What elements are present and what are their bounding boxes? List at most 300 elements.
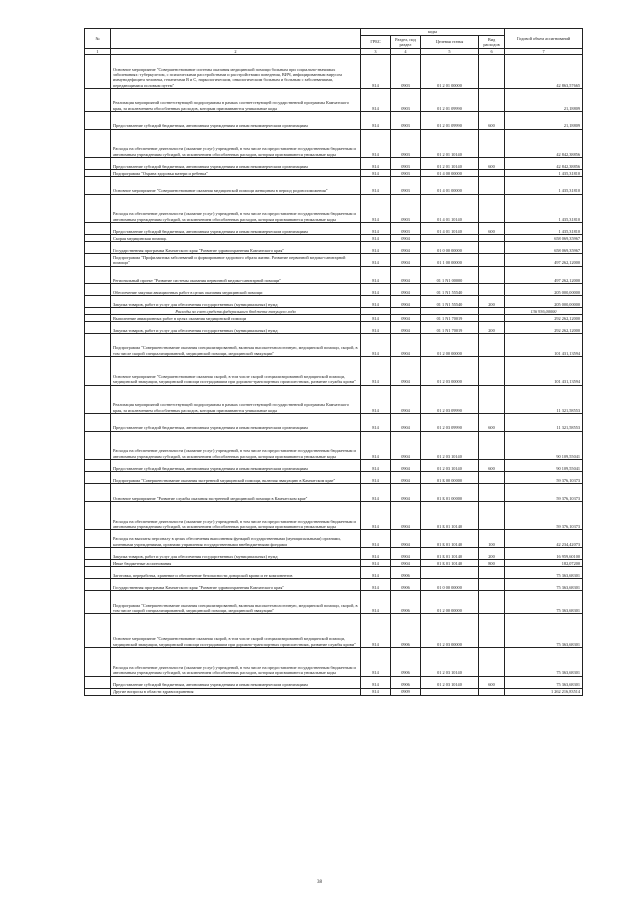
row-number-cell	[85, 460, 111, 472]
header-codes-group: коды	[361, 29, 505, 36]
row-number-cell	[85, 158, 111, 170]
table-row	[85, 547, 583, 559]
row-section-cell: 0903	[391, 170, 421, 177]
row-target-cell: 01 0 00 00000	[421, 242, 479, 254]
row-grbs-cell: 814	[361, 547, 391, 559]
table-row	[85, 688, 583, 695]
table-row	[85, 55, 583, 89]
row-name-cell: Закупка товаров, работ и услуг для обеспечения государственных (муниципальных) нужд	[111, 296, 361, 308]
row-name-cell: Другие вопросы в области здравоохранения	[111, 688, 361, 695]
row-name-cell: Предоставление субсидий бюджетным, автономным учреждениям и иным некоммерческим организациям	[111, 158, 361, 170]
row-amount-cell: 42 863,57665	[505, 55, 583, 89]
row-target-cell: 01 2 03 10140	[421, 648, 479, 676]
row-expense-type-cell: 600	[479, 460, 505, 472]
row-amount-cell: 11 321,58553	[505, 414, 583, 432]
row-section-cell: 0904	[391, 254, 421, 266]
row-expense-type-cell: 200	[479, 296, 505, 308]
table-row	[85, 158, 583, 170]
row-grbs-cell: 814	[361, 177, 391, 195]
row-section-cell: 0904	[391, 357, 421, 385]
row-amount-cell: 11 321,58553	[505, 385, 583, 413]
header-number: №	[85, 29, 111, 49]
table-row	[85, 129, 583, 157]
row-section-cell: 0906	[391, 566, 421, 578]
row-expense-type-cell	[479, 315, 505, 322]
row-target-cell: 01 2 00 00000	[421, 334, 479, 357]
row-expense-type-cell	[479, 129, 505, 157]
row-expense-type-cell: 600	[479, 414, 505, 432]
row-target-cell: 01 Б 01 10140	[421, 547, 479, 559]
row-target-cell: 01 2 03 10140	[421, 460, 479, 472]
row-expense-type-cell: 800	[479, 560, 505, 567]
row-number-cell	[85, 322, 111, 334]
row-section-cell: 0903	[391, 89, 421, 112]
table-row	[85, 170, 583, 177]
table-row	[85, 254, 583, 266]
row-amount-cell: 205 000,00000	[505, 296, 583, 308]
row-grbs-cell: 814	[361, 315, 391, 322]
row-grbs-cell: 814	[361, 322, 391, 334]
row-name-cell: Подпрограмма "Совершенствование оказания специализированной, включая высокотехнологичную, медицинской помощи, скорой, в том числе скорой специализированной, медицинской помощи, медицинской эвакуации"	[111, 591, 361, 614]
row-number-cell	[85, 530, 111, 548]
row-grbs-cell: 814	[361, 530, 391, 548]
table-row	[85, 89, 583, 112]
table-row	[85, 334, 583, 357]
row-amount-cell: 42 842,38856	[505, 158, 583, 170]
row-amount-cell: 59 376,10373	[505, 502, 583, 530]
table-row	[85, 177, 583, 195]
row-number-cell	[85, 223, 111, 235]
row-target-cell: 01 2 03 00000	[421, 614, 479, 648]
row-name-cell: Обеспечение закупки авиационных работ в целях оказания медицинской помощи	[111, 284, 361, 296]
row-target-cell: 01 Б 01 10140	[421, 502, 479, 530]
table-row	[85, 242, 583, 254]
table-row	[85, 315, 583, 322]
row-name-cell: Предоставление субсидий бюджетным, автономным учреждениям и иным некоммерческим организациям	[111, 223, 361, 235]
row-number-cell	[85, 129, 111, 157]
row-grbs-cell: 814	[361, 648, 391, 676]
row-grbs-cell: 814	[361, 688, 391, 695]
row-name-cell: Расходы на обеспечение деятельности (оказание услуг) учреждений, в том числе на предоставление государственным бюджетным и автономным учреждениям субсидий, за исключением обособленных расходов, которым присваиваются уникальные коды	[111, 502, 361, 530]
row-number-cell	[85, 334, 111, 357]
page-number: 38	[317, 880, 322, 885]
row-number-cell	[85, 315, 111, 322]
row-expense-type-cell	[479, 254, 505, 266]
header-row-codes	[85, 29, 583, 36]
row-number-cell	[85, 194, 111, 222]
row-amount-cell: 59 376,10373	[505, 484, 583, 502]
table-row	[85, 460, 583, 472]
row-expense-type-cell: 600	[479, 676, 505, 688]
row-expense-type-cell	[479, 266, 505, 284]
row-grbs-cell: 814	[361, 472, 391, 484]
row-section-cell: 0904	[391, 502, 421, 530]
row-grbs-cell: 814	[361, 235, 391, 242]
row-amount-cell: 75 363,68301	[505, 648, 583, 676]
table-row	[85, 591, 583, 614]
table-body	[85, 55, 583, 695]
header-name	[111, 29, 361, 49]
row-name-cell: Закупка товаров, работ и услуг для обеспечения государственных (муниципальных) нужд	[111, 547, 361, 559]
row-section-cell: 0904	[391, 296, 421, 308]
row-expense-type-cell	[479, 170, 505, 177]
table-row	[85, 414, 583, 432]
table-row	[85, 502, 583, 530]
row-expense-type-cell: 600	[479, 158, 505, 170]
row-expense-type-cell: 200	[479, 547, 505, 559]
header-amount: Годовой объем ассигнований	[505, 29, 583, 49]
row-section-cell: 0904	[391, 547, 421, 559]
row-target-cell: 01 2 01 00000	[421, 55, 479, 89]
row-section-cell: 0904	[391, 242, 421, 254]
row-expense-type-cell	[479, 357, 505, 385]
row-section-cell: 0904	[391, 322, 421, 334]
row-number-cell	[85, 688, 111, 695]
row-name-cell: Основное мероприятие "Развитие службы оказания экстренной медицинской помощи в Камчатском крае"	[111, 484, 361, 502]
row-grbs-cell	[361, 308, 391, 315]
row-expense-type-cell	[479, 194, 505, 222]
row-number-cell	[85, 235, 111, 242]
row-target-cell	[421, 235, 479, 242]
row-name-cell: Расходы на обеспечение деятельности (оказание услуг) учреждений, в том числе на предоставление государственным бюджетным и автономным учреждениям субсидий, за исключением обособленных расходов, которым присваиваются уникальные коды	[111, 129, 361, 157]
row-target-cell: 01 2 01 09990	[421, 112, 479, 130]
row-amount-cell: 658 069,35967	[505, 235, 583, 242]
row-number-cell	[85, 472, 111, 484]
row-section-cell: 0904	[391, 460, 421, 472]
row-section-cell: 0904	[391, 414, 421, 432]
row-expense-type-cell	[479, 308, 505, 315]
row-expense-type-cell	[479, 688, 505, 695]
row-name-cell: Расходы на выплаты персоналу в целях обеспечения выполнения функций государственными (муниципальными) органами, казенными учреждениями, органами управления государственными внебюджетными фондами	[111, 530, 361, 548]
row-grbs-cell: 814	[361, 296, 391, 308]
row-target-cell: 01 Б 00 00000	[421, 472, 479, 484]
table-row	[85, 296, 583, 308]
row-grbs-cell: 814	[361, 566, 391, 578]
table-row	[85, 235, 583, 242]
table-row	[85, 676, 583, 688]
row-name-cell: Закупка товаров, работ и услуг для обеспечения государственных (муниципальных) нужд	[111, 322, 361, 334]
row-section-cell: 0906	[391, 579, 421, 591]
row-grbs-cell: 814	[361, 194, 391, 222]
row-grbs-cell: 814	[361, 158, 391, 170]
row-amount-cell: 1 262 216,83514	[505, 688, 583, 695]
table-row	[85, 266, 583, 284]
row-name-cell: Расходы за счет средств федерального бюджета текущего года	[111, 308, 361, 315]
row-target-cell: 01 1 00 00000	[421, 254, 479, 266]
row-grbs-cell: 814	[361, 89, 391, 112]
row-name-cell: Реализация мероприятий соответствующей подпрограммы в рамках соответствующей государственной программы Камчатского края, за исключением обособленных расходов, которым присваиваются уникальные коды	[111, 89, 361, 112]
row-number-cell	[85, 547, 111, 559]
row-grbs-cell: 814	[361, 266, 391, 284]
table-row	[85, 385, 583, 413]
row-amount-cell: 1 435,31810	[505, 194, 583, 222]
row-section-cell: 0904	[391, 235, 421, 242]
row-amount-cell: 1 435,31810	[505, 177, 583, 195]
row-section-cell: 0903	[391, 194, 421, 222]
row-name-cell: Скорая медицинская помощь	[111, 235, 361, 242]
row-expense-type-cell	[479, 648, 505, 676]
header-index-cell: 7	[505, 49, 583, 55]
row-name-cell: Заготовка, переработка, хранение и обеспечение безопасности донорской крови и ее компонентов	[111, 566, 361, 578]
row-grbs-cell: 814	[361, 560, 391, 567]
row-name-cell: Основное мероприятие "Совершенствование системы оказания медицинской помощи больным при социально-значимых заболеваниях: туберкулезом, с психическими расстройствами и расстройствами поведения, ВИЧ, инфицированным вирусом иммунодефицита человека, гепатитами В и С, наркологическим, онкологическим больным и больным с заболеваниями, передающимися половым путем"	[111, 55, 361, 89]
row-section-cell: 0906	[391, 676, 421, 688]
table-row	[85, 472, 583, 484]
table-row	[85, 308, 583, 315]
row-target-cell: 01 Б 01 00000	[421, 484, 479, 502]
row-name-cell: Расходы на обеспечение деятельности (оказание услуг) учреждений, в том числе на предоставление государственным бюджетным и автономным учреждениям субсидий, за исключением обособленных расходов, которым присваиваются уникальные коды	[111, 431, 361, 459]
row-amount-cell: 1 435,31810	[505, 170, 583, 177]
row-grbs-cell: 814	[361, 614, 391, 648]
row-section-cell: 0909	[391, 688, 421, 695]
row-section-cell: 0903	[391, 158, 421, 170]
row-target-cell: 01 2 01 09990	[421, 89, 479, 112]
row-number-cell	[85, 357, 111, 385]
row-target-cell: 01 0 00 00000	[421, 579, 479, 591]
row-section-cell: 0903	[391, 112, 421, 130]
row-amount-cell: 42 234,42073	[505, 530, 583, 548]
row-section-cell: 0904	[391, 530, 421, 548]
row-number-cell	[85, 385, 111, 413]
row-amount-cell: 75 363,68301	[505, 566, 583, 578]
row-target-cell: 01 4 00 00000	[421, 170, 479, 177]
row-grbs-cell: 814	[361, 284, 391, 296]
header-index-cell: 6	[479, 49, 505, 55]
row-section-cell: 0904	[391, 315, 421, 322]
row-amount-cell: 497 262,12000	[505, 266, 583, 284]
row-name-cell: Основное мероприятие "Совершенствование оказания скорой, в том числе скорой специализированной медицинской помощи, медицинской эвакуации, медицинской помощи пострадавшим при дорожно-транспортных происшествиях, развитие службы крови"	[111, 357, 361, 385]
row-target-cell: 01 2 03 09990	[421, 385, 479, 413]
row-amount-cell: 21,18809	[505, 89, 583, 112]
row-expense-type-cell	[479, 431, 505, 459]
row-number-cell	[85, 676, 111, 688]
row-name-cell: Основное мероприятие "Совершенствование оказания скорой, в том числе скорой специализированной медицинской помощи, медицинской эвакуации, медицинской помощи пострадавшим при дорожно-транспортных происшествиях, развитие службы крови"	[111, 614, 361, 648]
row-name-cell: Подпрограмма "Профилактика заболеваний и формирование здорового образа жизни. Развитие первичной медико-санитарной помощи"	[111, 254, 361, 266]
row-target-cell: 01 1 N1 00000	[421, 266, 479, 284]
row-number-cell	[85, 242, 111, 254]
row-expense-type-cell	[479, 579, 505, 591]
row-name-cell: Подпрограмма "Совершенствование оказания экстренной медицинской помощи, включая эвакуацию в Камчатском крае"	[111, 472, 361, 484]
row-grbs-cell: 814	[361, 502, 391, 530]
row-number-cell	[85, 177, 111, 195]
row-grbs-cell: 814	[361, 460, 391, 472]
row-amount-cell: 75 363,68301	[505, 614, 583, 648]
row-amount-cell: 75 363,68301	[505, 579, 583, 591]
row-target-cell	[421, 566, 479, 578]
row-number-cell	[85, 614, 111, 648]
row-number-cell	[85, 55, 111, 89]
row-name-cell: Государственная программа Камчатского края "Развитие здравоохранения Камчатского края"	[111, 579, 361, 591]
table-row	[85, 648, 583, 676]
row-number-cell	[85, 266, 111, 284]
row-name-cell: Предоставление субсидий бюджетным, автономным учреждениям и иным некоммерческим организациям	[111, 460, 361, 472]
row-number-cell	[85, 284, 111, 296]
row-name-cell: Региональный проект "Развитие системы оказания первичной медико-санитарной помощи"	[111, 266, 361, 284]
header-section: Раздел, под раздел	[391, 36, 421, 49]
row-amount-cell: 1 435,31810	[505, 223, 583, 235]
row-grbs-cell: 814	[361, 591, 391, 614]
row-number-cell	[85, 484, 111, 502]
row-amount-cell: 90 109,55041	[505, 431, 583, 459]
row-amount-cell: 75 363,68301	[505, 591, 583, 614]
row-amount-cell: 42 842,38856	[505, 129, 583, 157]
row-expense-type-cell	[479, 484, 505, 502]
row-target-cell: 01 4 01 00000	[421, 177, 479, 195]
row-target-cell: 01 2 01 10140	[421, 158, 479, 170]
row-section-cell: 0903	[391, 129, 421, 157]
header-index-cell: 5	[421, 49, 479, 55]
row-number-cell	[85, 296, 111, 308]
row-name-cell: Расходы на обеспечение деятельности (оказание услуг) учреждений, в том числе на предоставление государственным бюджетным и автономным учреждениям субсидий, за исключением обособленных расходов, которым присваиваются уникальные коды	[111, 194, 361, 222]
row-amount-cell: 182,07200	[505, 560, 583, 567]
row-grbs-cell: 814	[361, 129, 391, 157]
row-name-cell: Подпрограмма "Совершенствование оказания специализированной, включая высокотехнологичную, медицинской помощи, скорой, в том числе скорой специализированной, медицинской помощи, медицинской эвакуации"	[111, 334, 361, 357]
row-expense-type-cell: 200	[479, 322, 505, 334]
header-index-cell: 2	[111, 49, 361, 55]
row-name-cell: Подпрограмма "Охрана здоровья матери и ребенка"	[111, 170, 361, 177]
row-section-cell: 0903	[391, 177, 421, 195]
row-expense-type-cell	[479, 566, 505, 578]
row-section-cell: 0904	[391, 472, 421, 484]
row-number-cell	[85, 591, 111, 614]
table-row	[85, 530, 583, 548]
row-number-cell	[85, 648, 111, 676]
row-expense-type-cell	[479, 502, 505, 530]
row-grbs-cell: 814	[361, 254, 391, 266]
row-target-cell: 01 2 03 00000	[421, 357, 479, 385]
row-grbs-cell: 814	[361, 334, 391, 357]
row-expense-type-cell	[479, 89, 505, 112]
table-row	[85, 484, 583, 502]
row-target-cell: 01 2 01 10140	[421, 129, 479, 157]
row-name-cell: Выполнение авиационных работ в целях оказания медицинской помощи	[111, 315, 361, 322]
table-row	[85, 223, 583, 235]
row-expense-type-cell: 100	[479, 530, 505, 548]
row-number-cell	[85, 502, 111, 530]
row-amount-cell: 292 262,12000	[505, 322, 583, 334]
row-amount-cell: 101 431,13594	[505, 357, 583, 385]
row-target-cell: 01 4 01 10140	[421, 194, 479, 222]
table-row	[85, 322, 583, 334]
row-target-cell: 01 2 03 10140	[421, 676, 479, 688]
row-target-cell: 01 2 03 09990	[421, 414, 479, 432]
row-name-cell: Иные бюджетные ассигнования	[111, 560, 361, 567]
table-row	[85, 614, 583, 648]
row-grbs-cell: 814	[361, 484, 391, 502]
row-number-cell	[85, 89, 111, 112]
row-section-cell: 0904	[391, 334, 421, 357]
row-expense-type-cell	[479, 614, 505, 648]
table-row	[85, 112, 583, 130]
row-grbs-cell: 814	[361, 223, 391, 235]
row-number-cell	[85, 579, 111, 591]
row-expense-type-cell	[479, 55, 505, 89]
row-target-cell: 01 2 03 10140	[421, 431, 479, 459]
row-name-cell: Предоставление субсидий бюджетным, автономным учреждениям и иным некоммерческим организациям	[111, 414, 361, 432]
row-number-cell	[85, 170, 111, 177]
row-section-cell	[391, 308, 421, 315]
row-grbs-cell: 814	[361, 357, 391, 385]
row-target-cell: 01 1 N1 70019	[421, 322, 479, 334]
row-section-cell: 0906	[391, 591, 421, 614]
row-number-cell	[85, 414, 111, 432]
row-name-cell: Предоставление субсидий бюджетным, автономным учреждениям и иным некоммерческим организациям	[111, 676, 361, 688]
table-row	[85, 194, 583, 222]
row-number-cell	[85, 112, 111, 130]
row-target-cell	[421, 688, 479, 695]
row-amount-cell: 21,18809	[505, 112, 583, 130]
row-name-cell: Основное мероприятие "Совершенствование оказания медицинской помощи женщинам в период родовспоможения"	[111, 177, 361, 195]
row-section-cell: 0904	[391, 385, 421, 413]
row-grbs-cell: 814	[361, 579, 391, 591]
budget-table-page	[84, 28, 582, 696]
row-section-cell: 0904	[391, 431, 421, 459]
row-section-cell: 0906	[391, 614, 421, 648]
row-grbs-cell: 814	[361, 170, 391, 177]
row-name-cell: Расходы на обеспечение деятельности (оказание услуг) учреждений, в том числе на предоставление государственным бюджетным и автономным учреждениям субсидий, за исключением обособленных расходов, которым присваиваются уникальные коды	[111, 648, 361, 676]
header-index-cell: 3	[361, 49, 391, 55]
row-target-cell: 01 2 00 00000	[421, 591, 479, 614]
row-expense-type-cell: 600	[479, 112, 505, 130]
budget-allocation-table	[84, 28, 583, 696]
row-name-cell: Государственная программа Камчатского края "Развитие здравоохранения Камчатского края"	[111, 242, 361, 254]
row-name-cell: Предоставление субсидий бюджетным, автономным учреждениям и иным некоммерческим организациям	[111, 112, 361, 130]
row-expense-type-cell: 600	[479, 223, 505, 235]
header-expense-type: Вид расходов	[479, 36, 505, 49]
row-amount-cell: 90 109,55041	[505, 460, 583, 472]
row-target-cell: 01 1 N1 55540	[421, 296, 479, 308]
row-amount-cell: 101 431,13594	[505, 334, 583, 357]
row-expense-type-cell	[479, 177, 505, 195]
row-amount-cell: 59 376,10373	[505, 472, 583, 484]
row-number-cell	[85, 254, 111, 266]
row-target-cell: 01 1 N1 55540	[421, 284, 479, 296]
header-grbs: ГРБС	[361, 36, 391, 49]
row-grbs-cell: 814	[361, 55, 391, 89]
row-grbs-cell: 814	[361, 385, 391, 413]
row-expense-type-cell	[479, 472, 505, 484]
row-amount-cell: 16 959,60100	[505, 547, 583, 559]
row-grbs-cell: 814	[361, 414, 391, 432]
row-amount-cell: 205 000,00000	[505, 284, 583, 296]
row-number-cell	[85, 431, 111, 459]
header-target: Целевая статья	[421, 36, 479, 49]
table-row	[85, 431, 583, 459]
table-row	[85, 560, 583, 567]
row-section-cell: 0903	[391, 223, 421, 235]
header-index-cell: 1	[85, 49, 111, 55]
row-section-cell: 0904	[391, 266, 421, 284]
row-section-cell: 0904	[391, 284, 421, 296]
row-section-cell: 0904	[391, 560, 421, 567]
row-expense-type-cell	[479, 334, 505, 357]
row-target-cell: 01 1 N1 70019	[421, 315, 479, 322]
table-row	[85, 284, 583, 296]
table-row	[85, 357, 583, 385]
row-expense-type-cell	[479, 385, 505, 413]
row-name-cell: Реализация мероприятий соответствующей подпрограммы в рамках соответствующей государственной программы Камчатского края, за исключением обособленных расходов, которым присваиваются уникальные коды	[111, 385, 361, 413]
row-target-cell: 01 Б 01 10140	[421, 530, 479, 548]
row-amount-cell: 658 069,35967	[505, 242, 583, 254]
row-section-cell: 0904	[391, 484, 421, 502]
row-grbs-cell: 814	[361, 676, 391, 688]
row-amount-cell: 292 262,12000	[505, 315, 583, 322]
row-grbs-cell: 814	[361, 431, 391, 459]
row-amount-cell: 136 936,00000	[505, 308, 583, 315]
row-expense-type-cell	[479, 284, 505, 296]
row-section-cell: 0906	[391, 648, 421, 676]
row-target-cell: 01 4 01 10140	[421, 223, 479, 235]
